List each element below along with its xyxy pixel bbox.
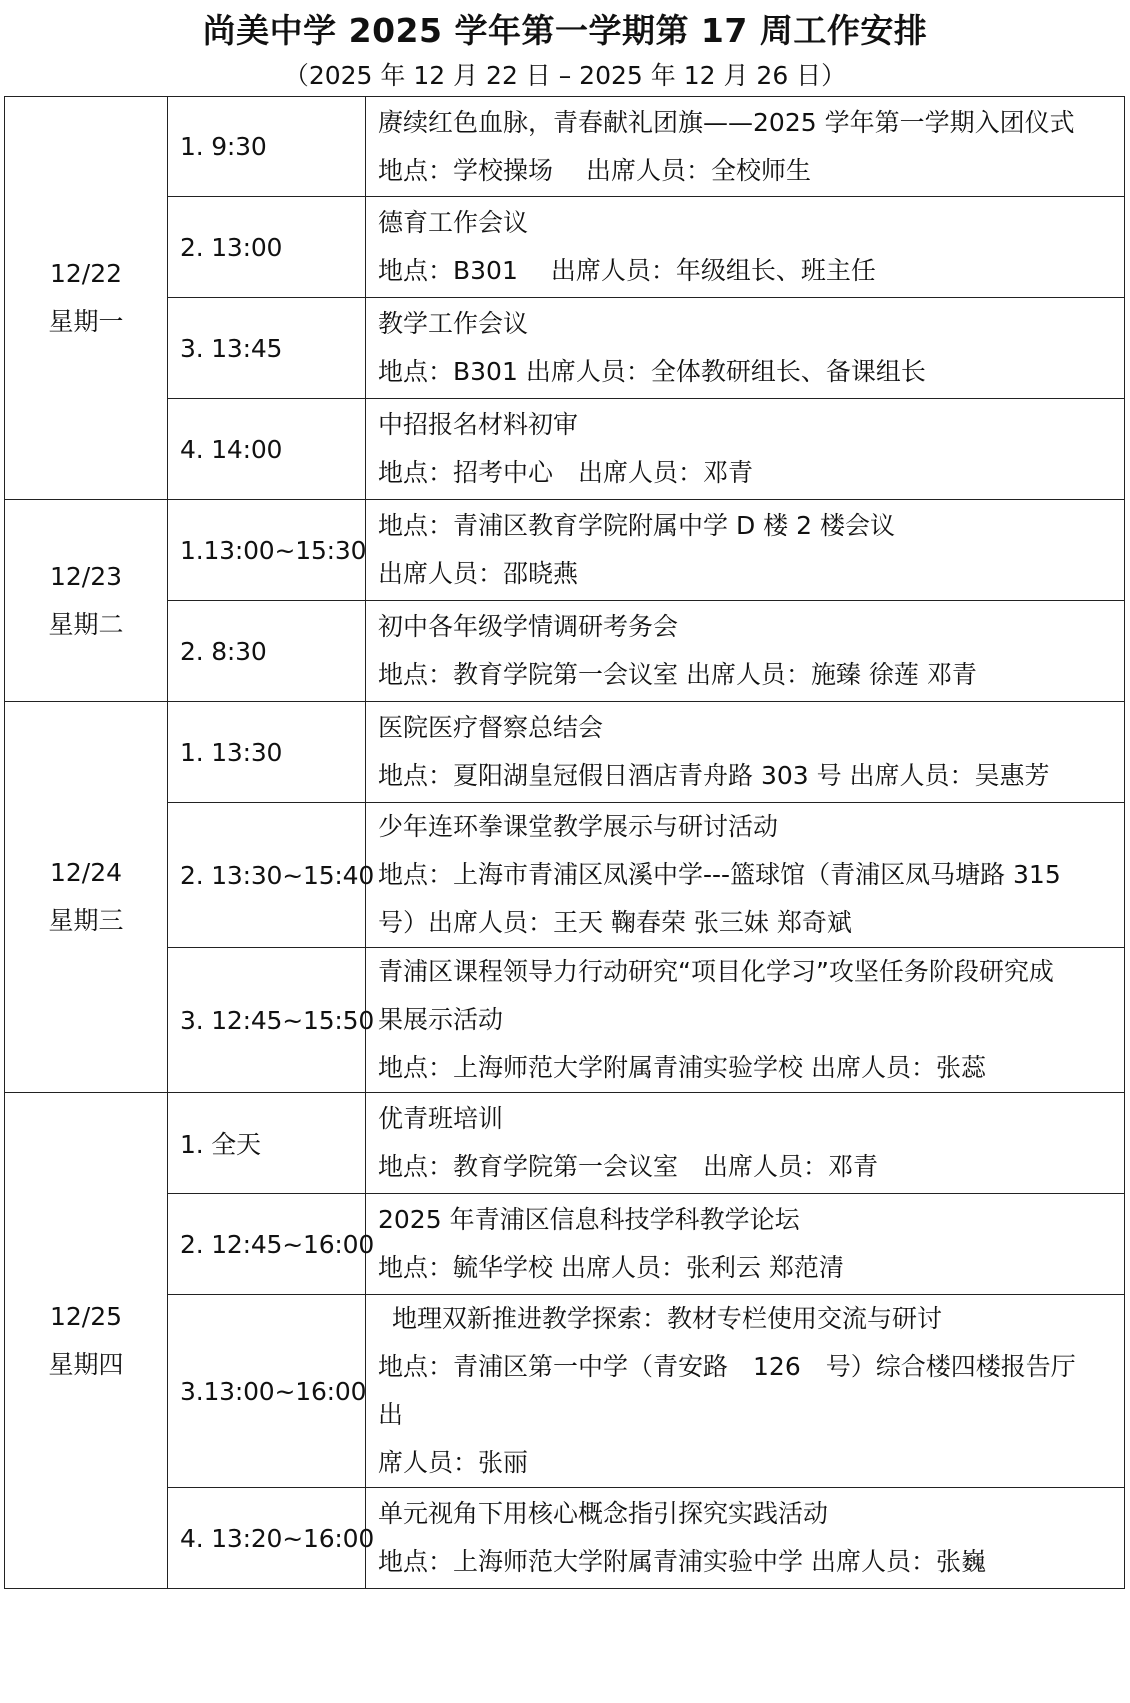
weekday-label: 星期二 (48, 609, 124, 639)
event-cell (366, 1194, 1125, 1295)
event-detail: 席人员：张丽 (378, 1448, 529, 1477)
table-row (5, 197, 1125, 298)
event-cell (366, 803, 1125, 948)
event-cell (366, 1093, 1125, 1194)
event-cell (366, 97, 1125, 197)
table-row (5, 97, 1125, 197)
date-label: 12/22 (49, 259, 123, 288)
date-label: 12/23 (49, 561, 123, 591)
event-cell (366, 601, 1125, 702)
event-detail: 地点：教育学院第一会议室 出席人员：邓青 (378, 1152, 879, 1181)
event-detail: 地点：上海市青浦区凤溪中学---篮球馆（青浦区凤马塘路 315 (378, 860, 1061, 889)
event-cell (366, 298, 1125, 399)
time-cell: 1. 全天 (168, 1093, 366, 1194)
event-title: 初中各年级学情调研考务会 (378, 612, 679, 641)
table-row (5, 803, 1125, 948)
event-detail: 地点：夏阳湖皇冠假日酒店青舟路 303 号 出席人员：吴惠芳 (378, 761, 1050, 790)
table-row (5, 1093, 1125, 1194)
time-cell: 1. 9:30 (168, 97, 366, 197)
table-row (5, 1488, 1125, 1589)
event-title: 青浦区课程领导力行动研究“项目化学习”攻坚任务阶段研究成 (378, 957, 1054, 986)
event-detail: 地点：青浦区第一中学（青安路 126 号）综合楼四楼报告厅 出 (378, 1352, 1101, 1429)
date-label: 12/25 (49, 1301, 123, 1331)
event-title: 优青班培训 (378, 1104, 504, 1133)
time-cell: 1. 13:30 (168, 702, 366, 803)
event-cell (366, 1488, 1125, 1589)
event-cell (366, 1295, 1125, 1488)
event-title: 中招报名材料初审 (378, 410, 579, 439)
event-detail: 地点：招考中心 出席人员：邓青 (378, 458, 754, 487)
date-cell (5, 702, 168, 1093)
weekday-label: 星期一 (48, 307, 124, 336)
table-row (5, 399, 1125, 500)
event-detail: 号）出席人员：王天 鞠春荣 张三妹 郑奇斌 (378, 908, 852, 937)
time-cell: 4. 13:20~16:00 (168, 1488, 366, 1589)
table-row (5, 948, 1125, 1093)
date-range-subtitle: （2025 年 12 月 22 日 – 2025 年 12 月 26 日） (283, 61, 847, 90)
event-detail: 地点：上海师范大学附属青浦实验中学 出席人员：张巍 (378, 1547, 986, 1576)
event-detail: 地点：上海师范大学附属青浦实验学校 出席人员：张蕊 (378, 1053, 986, 1082)
time-cell: 1.13:00~15:30 (168, 500, 366, 601)
time-cell: 2. 13:30~15:40 (168, 803, 366, 948)
event-detail: 地点：学校操场 出席人员：全校师生 (378, 155, 811, 185)
table-row (5, 702, 1125, 803)
weekday-label: 星期四 (48, 1349, 124, 1379)
time-cell: 2. 8:30 (168, 601, 366, 702)
time-cell: 2. 12:45~16:00 (168, 1194, 366, 1295)
event-title: 单元视角下用核心概念指引探究实践活动 (378, 1499, 829, 1528)
event-title: 德育工作会议 (378, 208, 529, 237)
event-title: 教学工作会议 (378, 309, 529, 338)
event-detail: 地点：B301 出席人员：全体教研组长、备课组长 (378, 357, 926, 386)
table-row (5, 298, 1125, 399)
date-cell (5, 1093, 168, 1589)
date-cell (5, 97, 168, 500)
event-cell (366, 948, 1125, 1093)
event-title: 地理双新推进教学探索：教材专栏使用交流与研讨 (392, 1304, 943, 1333)
table-row (5, 500, 1125, 601)
event-title: 赓续红色血脉，青春献礼团旗——2025 学年第一学期入团仪式 (378, 107, 1075, 137)
table-row (5, 1295, 1125, 1488)
weekday-label: 星期三 (48, 906, 124, 935)
event-detail: 地点：青浦区教育学院附属中学 D 楼 2 楼会议 (378, 511, 895, 540)
date-cell (5, 500, 168, 702)
event-cell (366, 702, 1125, 803)
time-cell: 3. 13:45 (168, 298, 366, 399)
schedule-table (4, 96, 1125, 1589)
table-row (5, 1194, 1125, 1295)
event-title: 医院医疗督察总结会 (378, 713, 604, 742)
event-title: 少年连环拳课堂教学展示与研讨活动 (378, 812, 779, 841)
event-title: 果展示活动 (378, 1005, 504, 1034)
date-label: 12/24 (49, 858, 123, 887)
event-cell (366, 399, 1125, 500)
event-detail: 地点：教育学院第一会议室 出席人员：施臻 徐莲 邓青 (378, 660, 977, 689)
event-cell (366, 197, 1125, 298)
event-cell (366, 500, 1125, 601)
time-cell: 2. 13:00 (168, 197, 366, 298)
time-cell: 3.13:00~16:00 (168, 1295, 366, 1488)
page-title: 尚美中学 2025 学年第一学期第 17 周工作安排 (202, 11, 928, 50)
event-detail: 地点：毓华学校 出席人员：张利云 郑范清 (378, 1253, 844, 1282)
event-detail: 地点：B301 出席人员：年级组长、班主任 (378, 256, 876, 285)
table-row (5, 601, 1125, 702)
event-detail: 出席人员：邵晓燕 (378, 559, 579, 588)
event-title: 2025 年青浦区信息科技学科教学论坛 (378, 1205, 800, 1234)
time-cell: 4. 14:00 (168, 399, 366, 500)
time-cell: 3. 12:45~15:50 (168, 948, 366, 1093)
